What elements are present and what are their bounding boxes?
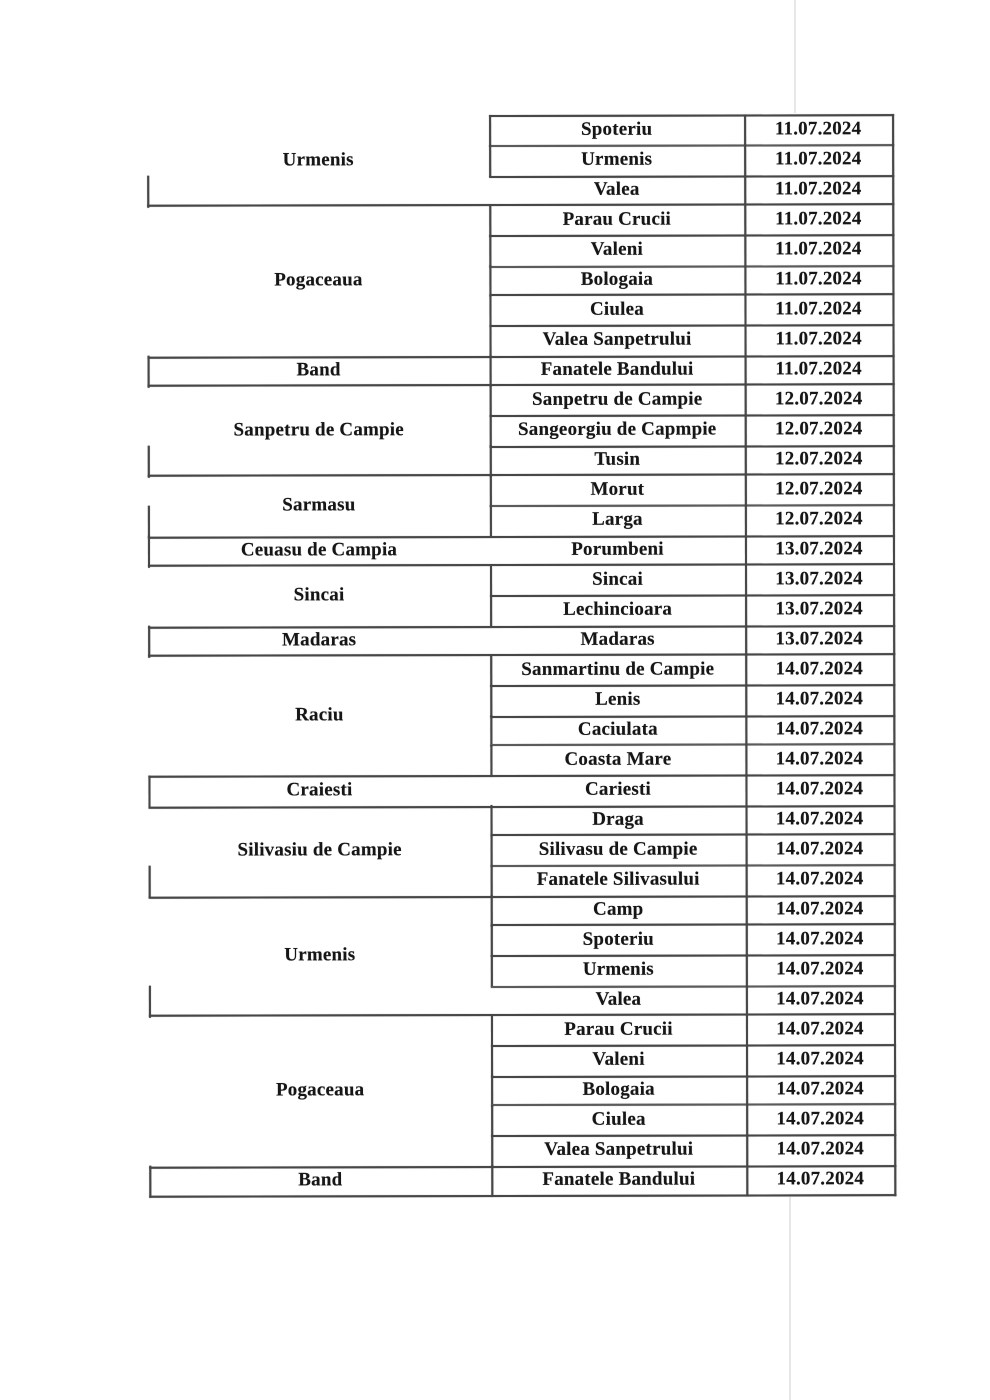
- village-cell: Valea Sanpetrului: [544, 1138, 694, 1160]
- table-border-line: [490, 715, 492, 747]
- table-border-line: [148, 536, 150, 568]
- date-cell: 11.07.2024: [774, 148, 862, 170]
- commune-cell: Craiesti: [286, 779, 353, 801]
- village-cell: Silivasu de Campie: [538, 838, 698, 860]
- date-cell: 11.07.2024: [775, 208, 862, 230]
- table-border-line: [489, 145, 491, 177]
- village-cell: Lenis: [595, 688, 641, 710]
- table-border-line: [491, 1015, 493, 1047]
- date-cell: 14.07.2024: [776, 1108, 864, 1130]
- village-cell: Ciulea: [589, 298, 644, 320]
- village-cell: Camp: [592, 898, 644, 920]
- date-cell: 13.07.2024: [775, 598, 863, 620]
- table-border-line: [148, 626, 150, 658]
- village-cell: Urmenis: [581, 148, 653, 170]
- date-cell: 13.07.2024: [775, 568, 863, 590]
- date-cell: 14.07.2024: [776, 988, 864, 1010]
- date-cell: 14.07.2024: [775, 808, 864, 830]
- date-cell: 14.07.2024: [776, 1048, 864, 1070]
- table-border-line: [491, 835, 493, 867]
- date-cell: 14.07.2024: [775, 838, 864, 860]
- commune-cell: Sincai: [293, 584, 345, 606]
- village-cell: Porumbeni: [571, 538, 664, 560]
- table-border-line: [490, 595, 492, 627]
- date-cell: 11.07.2024: [775, 358, 862, 380]
- commune-cell: Pogaceaua: [274, 269, 363, 291]
- date-cell: 13.07.2024: [775, 628, 863, 650]
- date-cell: 11.07.2024: [775, 238, 862, 260]
- date-cell: 11.07.2024: [775, 328, 862, 350]
- table-border-line: [491, 1135, 493, 1167]
- village-cell: Lechincioara: [563, 598, 673, 620]
- date-cell: 11.07.2024: [775, 298, 862, 320]
- village-cell: Morut: [590, 478, 645, 500]
- table-border-line: [490, 325, 492, 357]
- table-border-line: [490, 505, 492, 537]
- date-cell: 12.07.2024: [775, 508, 863, 530]
- village-cell: Larga: [592, 508, 643, 530]
- table-border-line: [147, 176, 149, 208]
- table-border-line: [490, 745, 492, 777]
- table-border-line: [489, 205, 491, 237]
- table-border-line: [490, 415, 492, 447]
- table-border-line: [490, 685, 492, 717]
- village-cell: Tusin: [594, 448, 641, 470]
- village-cell: Sanmartinu de Campie: [521, 658, 715, 680]
- village-cell: Cariesti: [584, 778, 651, 800]
- date-cell: 14.07.2024: [775, 868, 864, 890]
- date-cell: 14.07.2024: [775, 748, 864, 770]
- table-border-line: [490, 355, 492, 387]
- date-cell: 11.07.2024: [774, 178, 862, 200]
- date-cell: 11.07.2024: [774, 118, 862, 140]
- village-cell: Spoteriu: [580, 118, 653, 140]
- date-cell: 12.07.2024: [775, 448, 863, 470]
- village-cell: Valeni: [590, 238, 643, 260]
- table-border-line: [490, 445, 492, 477]
- table-border-line: [489, 115, 491, 147]
- village-cell: Fanatele Bandului: [540, 358, 694, 380]
- village-cell: Madaras: [580, 628, 655, 650]
- table-border-line: [491, 805, 493, 837]
- table-border-line: [489, 295, 491, 327]
- village-cell: Draga: [592, 808, 644, 830]
- table-border-line: [491, 955, 493, 987]
- commune-cell: Sarmasu: [282, 494, 356, 516]
- table-border-line: [149, 1194, 896, 1198]
- village-cell: Bologaia: [580, 268, 654, 290]
- village-cell: Valea: [593, 178, 640, 200]
- village-cell: Valea: [595, 988, 642, 1010]
- table-border-line: [489, 235, 491, 267]
- table-border-line: [491, 1045, 493, 1077]
- village-cell: Fanatele Silivasului: [536, 868, 700, 890]
- commune-cell: Band: [296, 359, 341, 381]
- date-cell: 14.07.2024: [775, 718, 864, 740]
- date-cell: 12.07.2024: [774, 418, 863, 440]
- table-border-line: [490, 385, 492, 417]
- table-border-line: [491, 1165, 493, 1197]
- commune-cell: Ceuasu de Campia: [240, 539, 398, 561]
- table-border-line: [491, 1075, 493, 1107]
- village-cell: Sanpetru de Campie: [531, 388, 703, 410]
- commune-cell: Madaras: [282, 629, 357, 651]
- village-cell: Sangeorgiu de Capmpie: [517, 418, 717, 440]
- table-border-line: [148, 506, 150, 538]
- table-border-line: [892, 114, 896, 1196]
- commune-cell: Urmenis: [284, 944, 356, 966]
- village-cell: Valeni: [592, 1048, 645, 1070]
- date-cell: 14.07.2024: [775, 658, 864, 680]
- table-border-line: [149, 1166, 151, 1198]
- date-cell: 12.07.2024: [774, 388, 863, 410]
- table-border-line: [489, 265, 491, 297]
- table-border-line: [490, 655, 492, 687]
- commune-cell: Pogaceaua: [275, 1079, 365, 1101]
- village-cell: Valea Sanpetrului: [542, 328, 692, 350]
- village-cell: Spoteriu: [582, 928, 654, 950]
- date-cell: 14.07.2024: [776, 1018, 864, 1040]
- village-cell: Caciulata: [577, 718, 658, 740]
- table-border-line: [490, 565, 492, 597]
- date-cell: 14.07.2024: [776, 1168, 865, 1190]
- date-cell: 14.07.2024: [775, 688, 864, 710]
- table-border-line: [491, 895, 493, 927]
- village-cell: Fanatele Bandului: [542, 1168, 696, 1190]
- commune-cell: Sanpetru de Campie: [233, 419, 404, 441]
- village-cell: Ciulea: [591, 1108, 646, 1130]
- date-cell: 11.07.2024: [775, 268, 862, 290]
- table-border-line: [491, 925, 493, 957]
- commune-cell: Band: [298, 1169, 343, 1191]
- table-border-line: [149, 866, 151, 898]
- date-cell: 12.07.2024: [775, 478, 863, 500]
- table-border-line: [148, 776, 150, 808]
- table-border-line: [491, 1105, 493, 1137]
- village-cell: Parau Crucii: [562, 208, 672, 230]
- table-border-line: [491, 865, 493, 897]
- table-border-line: [149, 986, 151, 1018]
- date-cell: 14.07.2024: [776, 958, 864, 980]
- commune-cell: Raciu: [295, 704, 344, 726]
- commune-cell: Silivasiu de Campie: [237, 839, 402, 861]
- date-cell: 14.07.2024: [776, 928, 864, 950]
- table-border-line: [148, 446, 150, 478]
- date-cell: 14.07.2024: [776, 1078, 864, 1100]
- date-cell: 14.07.2024: [776, 1138, 865, 1160]
- village-cell: Sincai: [592, 568, 643, 590]
- village-cell: Parau Crucii: [564, 1018, 673, 1040]
- date-cell: 14.07.2024: [775, 898, 864, 920]
- village-cell: Bologaia: [582, 1078, 655, 1100]
- table-border-line: [490, 475, 492, 507]
- table-border-line: [148, 356, 150, 388]
- village-cell: Urmenis: [582, 958, 654, 980]
- date-cell: 14.07.2024: [775, 778, 864, 800]
- commune-cell: Urmenis: [282, 149, 354, 171]
- village-cell: Coasta Mare: [564, 748, 672, 770]
- date-cell: 13.07.2024: [775, 538, 863, 560]
